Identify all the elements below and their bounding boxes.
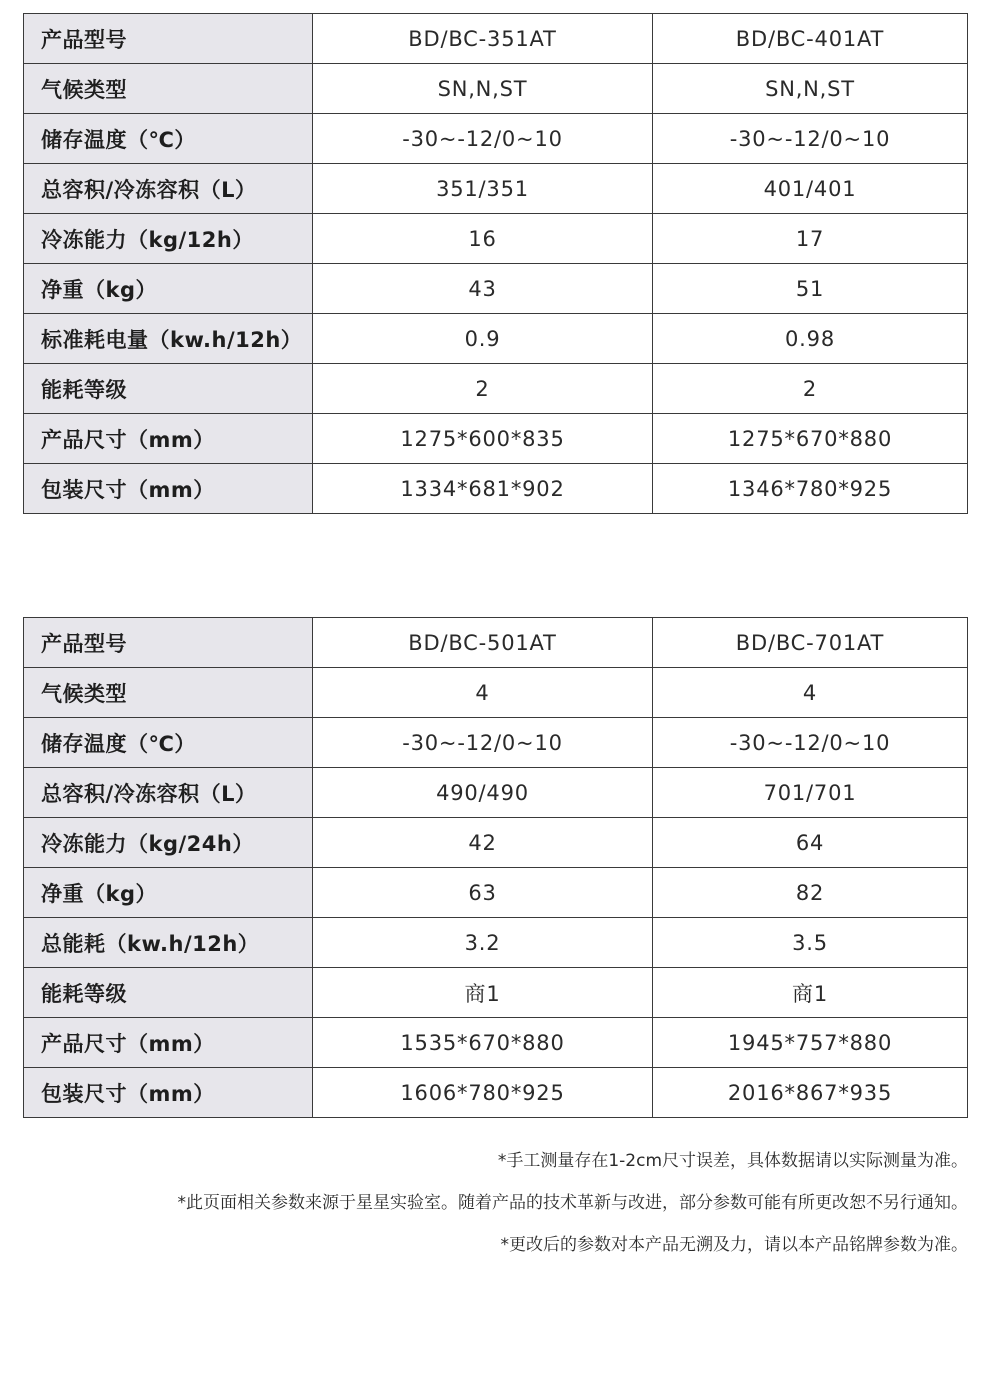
row-label: 总能耗（kw.h/12h） [24,918,313,968]
table-row [24,214,968,264]
value-model-b: BD/BC-401AT [653,14,968,64]
table-row [24,1068,968,1118]
table-row [24,668,968,718]
table-row [24,868,968,918]
row-label: 产品型号 [24,618,313,668]
note-measurement-error: *手工测量存在1-2cm尺寸误差，具体数据请以实际测量为准。 [497,1151,968,1171]
value-model-a: 1275*600*835 [313,414,653,464]
row-label: 冷冻能力（kg/24h） [24,818,313,868]
row-label: 能耗等级 [24,968,313,1018]
row-label: 气候类型 [24,64,313,114]
value-model-b: 4 [653,668,968,718]
table-row [24,618,968,668]
value-model-a: 1334*681*902 [313,464,653,514]
value-model-a: 63 [313,868,653,918]
table-row [24,314,968,364]
value-model-a: 1535*670*880 [313,1018,653,1068]
value-model-b: 701/701 [653,768,968,818]
value-model-b: 64 [653,818,968,868]
table-row [24,164,968,214]
value-model-a: 2 [313,364,653,414]
value-model-b: 51 [653,264,968,314]
value-model-b: 1945*757*880 [653,1018,968,1068]
value-model-a: 1606*780*925 [313,1068,653,1118]
row-label: 总容积/冷冻容积（L） [24,164,313,214]
value-model-b: 1275*670*880 [653,414,968,464]
table-row [24,918,968,968]
value-model-a: 42 [313,818,653,868]
table-row [24,114,968,164]
table-row [24,968,968,1018]
row-label: 总容积/冷冻容积（L） [24,768,313,818]
spec-table-2 [23,617,968,1118]
value-model-a: -30~-12/0~10 [313,718,653,768]
value-model-a: -30~-12/0~10 [313,114,653,164]
row-label: 包装尺寸（mm） [24,464,313,514]
disclaimer-notes [178,1150,969,1276]
table-row [24,364,968,414]
value-model-b: -30~-12/0~10 [653,718,968,768]
value-model-b: SN,N,ST [653,64,968,114]
value-model-b: -30~-12/0~10 [653,114,968,164]
note-nameplate: *更改后的参数对本产品无溯及力，请以本产品铭牌参数为准。 [500,1235,968,1255]
table-row [24,1018,968,1068]
value-model-a: SN,N,ST [313,64,653,114]
table-row [24,464,968,514]
row-label: 产品尺寸（mm） [24,414,313,464]
row-label: 净重（kg） [24,264,313,314]
table-row [24,414,968,464]
row-label: 储存温度（℃） [24,718,313,768]
row-label: 冷冻能力（kg/12h） [24,214,313,264]
value-model-b: 3.5 [653,918,968,968]
value-model-b: 82 [653,868,968,918]
spec-table-1 [23,13,968,514]
value-model-a: 4 [313,668,653,718]
value-model-a: BD/BC-351AT [313,14,653,64]
row-label: 标准耗电量（kw.h/12h） [24,314,313,364]
value-model-a: 商1 [313,968,653,1018]
value-model-b: 2016*867*935 [653,1068,968,1118]
table-row [24,768,968,818]
value-model-b: 17 [653,214,968,264]
row-label: 产品型号 [24,14,313,64]
row-label: 产品尺寸（mm） [24,1018,313,1068]
value-model-a: 0.9 [313,314,653,364]
value-model-b: 0.98 [653,314,968,364]
value-model-b: 1346*780*925 [653,464,968,514]
note-data-source: *此页面相关参数来源于星星实验室。随着产品的技术革新与改进，部分参数可能有所更改恕不另行通知。 [177,1193,968,1213]
row-label: 能耗等级 [24,364,313,414]
value-model-a: 3.2 [313,918,653,968]
row-label: 包装尺寸（mm） [24,1068,313,1118]
value-model-a: 351/351 [313,164,653,214]
row-label: 气候类型 [24,668,313,718]
value-model-b: 401/401 [653,164,968,214]
table-row [24,64,968,114]
value-model-a: BD/BC-501AT [313,618,653,668]
table-row [24,264,968,314]
row-label: 净重（kg） [24,868,313,918]
table-row [24,14,968,64]
table-row [24,818,968,868]
value-model-b: 2 [653,364,968,414]
table-row [24,718,968,768]
row-label: 储存温度（℃） [24,114,313,164]
value-model-b: BD/BC-701AT [653,618,968,668]
value-model-a: 16 [313,214,653,264]
value-model-b: 商1 [653,968,968,1018]
value-model-a: 43 [313,264,653,314]
value-model-a: 490/490 [313,768,653,818]
